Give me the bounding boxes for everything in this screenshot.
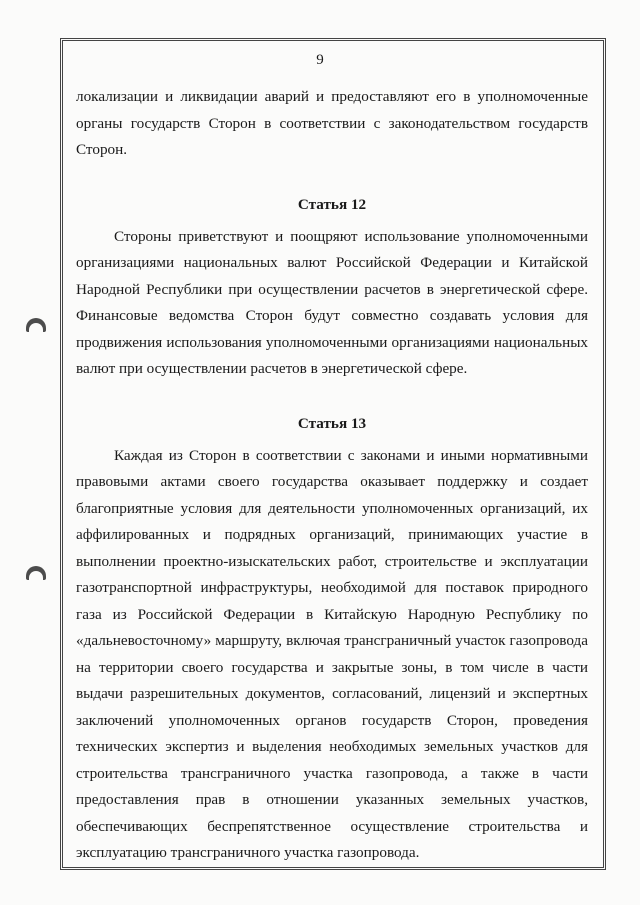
punch-hole-mark: [26, 566, 46, 580]
paragraph-continuation: локализации и ликвидации аварий и предоставляют его в уполномоченные органы государств Сторон в соответствии с законодательством государств Сторон.: [76, 88, 588, 158]
article-12-heading: Статья 12: [297, 195, 367, 213]
document-body: [76, 84, 588, 867]
page-number: 9: [316, 52, 324, 68]
article-13-heading: Статья 13: [297, 414, 367, 432]
article-13-paragraph: Каждая из Сторон в соответствии с законами и иными нормативными правовыми актами своего государства оказывает поддержку и создает благоприятные условия для деятельности уполномоченных организаций, их аффилированных и подрядных организаций, принимающих участие в выполнении проектно-изыскательских работ, строительстве и эксплуатации газотранспортной инфраструктуры, необходимой для поставок природного газа из Российской Федерации в Китайскую Народную Республику по «дальневосточному» маршруту, включая трансграничный участок газопровода на территории своего государства и закрытые зоны, в том числе в части выдачи разрешительных документов, согласований, лицензий и экспертных заключений уполномоченных органов государств Сторон, проведения технических экспертиз и выделения необходимых земельных участков для строительства трансграничного участка газопровода, а также в части предоставления прав в отношении указанных земельных участков, обеспечивающих беспрепятственное осуществление строительства и эксплуатацию трансграничного участка газопровода.: [76, 446, 588, 861]
punch-hole-mark: [26, 318, 46, 332]
article-12-paragraph: Стороны приветствуют и поощряют использование уполномоченными организациями национальных валют Российской Федерации и Китайской Народной Республики при осуществлении расчетов в энергетической сфере. Финансовые ведомства Сторон будут совместно создавать условия для продвижения использования уполномоченными организациями национальных валют при осуществлении расчетов в энергетической сфере.: [76, 227, 588, 377]
